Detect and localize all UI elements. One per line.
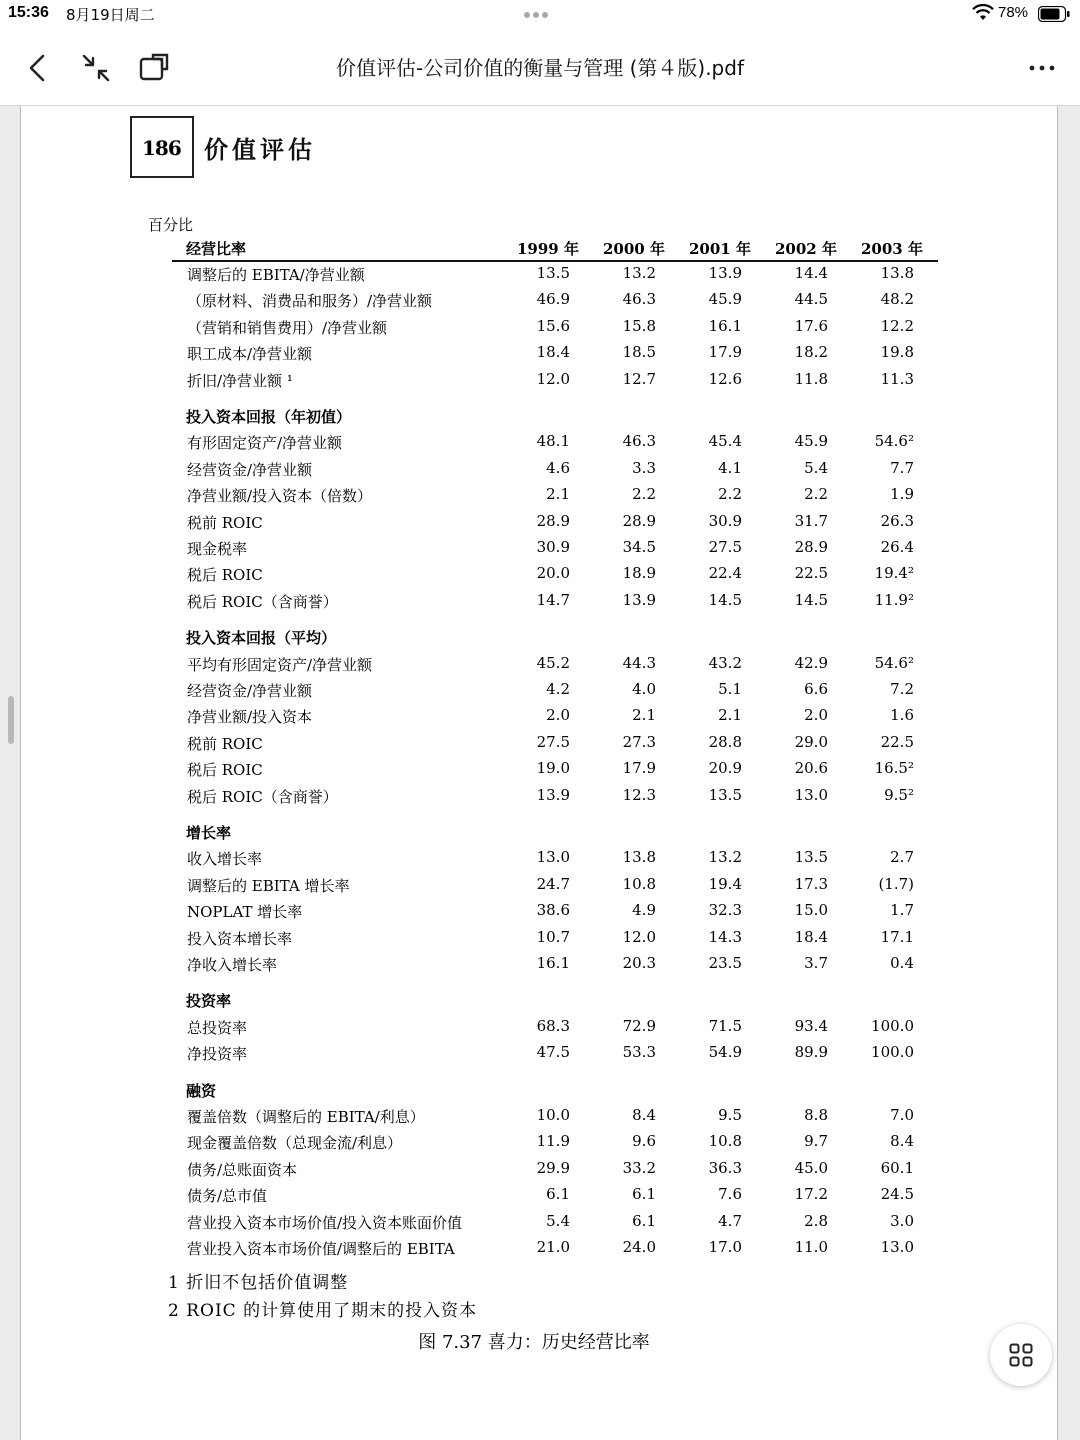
table-row — [0, 1238, 1080, 1262]
table-row — [0, 1132, 1080, 1156]
cell-value: 54.6² — [874, 432, 914, 451]
row-label: 调整后的 EBITA 增长率 — [187, 876, 350, 895]
cell-value: 54.6² — [874, 653, 914, 672]
cell-value: 5.4 — [804, 458, 828, 477]
table-row — [0, 1106, 1080, 1130]
table-row — [0, 786, 1080, 810]
cell-value: 15.6 — [536, 316, 570, 335]
section-title: 增长率 — [186, 824, 232, 842]
row-label: （原材料、消费品和服务）/净营业额 — [187, 292, 433, 311]
table-row — [0, 512, 1080, 536]
cell-value: 10.7 — [536, 927, 570, 946]
table-row — [0, 680, 1080, 704]
cell-value: 2.2 — [632, 485, 656, 504]
cell-value: 45.2 — [536, 653, 570, 672]
cell-value: 17.2 — [794, 1185, 828, 1204]
cell-value: 24.7 — [536, 874, 570, 893]
cell-value: 28.9 — [794, 538, 828, 556]
row-label: 税后 ROIC — [187, 566, 263, 585]
cell-value: 43.2 — [708, 653, 742, 672]
table-row — [0, 759, 1080, 783]
cell-value: 15.8 — [622, 316, 656, 335]
year-header: 2002 年 — [775, 240, 837, 258]
cell-value: 9.7 — [804, 1132, 828, 1151]
cell-value: 14.5 — [708, 590, 742, 609]
table-row — [0, 848, 1080, 872]
cell-value: 22.5 — [880, 732, 914, 751]
cell-value: 4.2 — [546, 680, 570, 698]
row-label: 投入资本增长率 — [187, 929, 293, 948]
row-label: 平均有形固定资产/净营业额 — [187, 655, 373, 674]
table-row — [0, 317, 1080, 341]
cell-value: 8.4 — [890, 1132, 914, 1151]
table-row — [0, 1212, 1080, 1236]
cell-value: 7.0 — [890, 1106, 914, 1124]
cell-value: 4.7 — [718, 1211, 742, 1230]
cell-value: 27.5 — [708, 538, 742, 556]
cell-value: 2.2 — [718, 485, 742, 504]
cell-value: 11.3 — [880, 369, 914, 388]
cell-value: 2.2 — [804, 485, 828, 504]
table-row — [0, 875, 1080, 899]
cell-value: 34.5 — [622, 538, 656, 556]
cell-value: 45.4 — [708, 432, 742, 451]
row-label: 有形固定资产/净营业额 — [187, 434, 343, 453]
cell-value: 45.0 — [794, 1158, 828, 1177]
cell-value: 13.0 — [794, 785, 828, 804]
table-row — [0, 370, 1080, 394]
cell-value: 12.2 — [880, 316, 914, 335]
cell-value: 9.5 — [718, 1106, 742, 1124]
cell-value: 46.3 — [622, 432, 656, 451]
row-label: 税后 ROIC — [187, 761, 263, 780]
cell-value: 16.1 — [708, 316, 742, 335]
cell-value: 28.9 — [536, 511, 570, 530]
cell-value: 45.9 — [794, 432, 828, 451]
row-label: 现金覆盖倍数（总现金流/利息） — [187, 1134, 403, 1153]
table-row — [0, 343, 1080, 367]
status-bar — [0, 0, 1080, 28]
cell-value: 2.1 — [718, 706, 742, 725]
row-label: 收入增长率 — [187, 850, 263, 869]
cell-value: 38.6 — [536, 901, 570, 920]
cell-value: 4.9 — [632, 901, 656, 920]
more-icon[interactable] — [1024, 50, 1060, 86]
cell-value: 72.9 — [622, 1016, 656, 1035]
cell-value: 20.6 — [794, 759, 828, 778]
cell-value: 16.1 — [536, 954, 570, 972]
cell-value: 2.8 — [804, 1211, 828, 1230]
cell-value: 7.2 — [890, 680, 914, 698]
cell-value: 13.0 — [536, 848, 570, 867]
cell-value: 46.3 — [622, 290, 656, 309]
cell-value: 4.1 — [718, 458, 742, 477]
cell-value: 10.8 — [622, 874, 656, 893]
cell-value: 5.1 — [718, 680, 742, 698]
cell-value: 18.5 — [622, 343, 656, 362]
row-label: 净收入增长率 — [187, 956, 278, 974]
cell-value: (1.7) — [878, 874, 914, 893]
row-label: 经营资金/净营业额 — [187, 682, 313, 700]
cell-value: 10.0 — [536, 1106, 570, 1124]
row-label: NOPLAT 增长率 — [187, 903, 303, 922]
cell-value: 45.9 — [708, 290, 742, 309]
cell-value: 13.5 — [708, 785, 742, 804]
cell-value: 2.1 — [546, 485, 570, 504]
cell-value: 18.2 — [794, 343, 828, 362]
row-label: 营业投入资本市场价值/投入资本账面价值 — [187, 1213, 463, 1232]
section-title: 投入资本回报（年初值） — [186, 408, 352, 426]
cell-value: 4.6 — [546, 458, 570, 477]
row-label: 债务/总市值 — [187, 1187, 268, 1206]
cell-value: 20.9 — [708, 759, 742, 778]
cell-value: 32.3 — [708, 901, 742, 920]
cell-value: 29.0 — [794, 732, 828, 751]
cell-value: 2.0 — [804, 706, 828, 725]
status-date: 8月19日周二 — [66, 6, 155, 24]
cell-value: 19.4² — [874, 564, 914, 583]
cell-value: 14.7 — [536, 590, 570, 609]
cell-value: 12.3 — [622, 785, 656, 804]
table-header-rule — [172, 260, 938, 262]
row-label: 债务/总账面资本 — [187, 1160, 298, 1179]
table-row — [0, 954, 1080, 978]
battery-icon — [1038, 6, 1070, 22]
battery-percent: 78% — [998, 4, 1029, 21]
wifi-icon — [972, 4, 994, 22]
cell-value: 23.5 — [708, 954, 742, 972]
cell-value: 13.5 — [794, 848, 828, 867]
cell-value: 1.7 — [890, 901, 914, 920]
year-header: 2000 年 — [603, 240, 665, 258]
cell-value: 17.0 — [708, 1238, 742, 1256]
cell-value: 14.4 — [794, 264, 828, 282]
table-row — [0, 485, 1080, 509]
document-title: 价值评估-公司价值的衡量与管理 (第４版).pdf — [336, 56, 744, 80]
table-row — [0, 1043, 1080, 1067]
table-row — [0, 538, 1080, 562]
cell-value: 2.0 — [546, 706, 570, 725]
table-title: 经营比率 — [186, 240, 247, 258]
cell-value: 14.3 — [708, 927, 742, 946]
cell-value: 8.8 — [804, 1106, 828, 1124]
cell-value: 1.6 — [890, 706, 914, 725]
row-label: 经营资金/净营业额 — [187, 460, 313, 479]
thumbnail-grid-button[interactable] — [990, 1324, 1052, 1386]
row-label: 税后 ROIC（含商誉） — [187, 787, 338, 806]
cell-value: 8.4 — [632, 1106, 656, 1124]
cell-value: 9.5² — [884, 785, 914, 804]
cell-value: 6.6 — [804, 680, 828, 698]
cell-value: 33.2 — [622, 1158, 656, 1177]
cell-value: 3.3 — [632, 458, 656, 477]
cell-value: 48.2 — [880, 290, 914, 309]
cell-value: 17.6 — [794, 316, 828, 335]
cell-value: 26.3 — [880, 511, 914, 530]
cell-value: 12.0 — [622, 927, 656, 946]
table-row — [0, 928, 1080, 952]
row-label: 净投资率 — [187, 1045, 248, 1064]
cell-value: 53.3 — [622, 1043, 656, 1062]
cell-value: 13.9 — [622, 590, 656, 609]
section-title: 投入资本回报（平均） — [186, 629, 337, 648]
cell-value: 20.0 — [536, 564, 570, 583]
cell-value: 19.0 — [536, 759, 570, 778]
footnote: 2 ROIC 的计算使用了期末的投入资本 — [168, 1301, 478, 1321]
cell-value: 14.5 — [794, 590, 828, 609]
row-label: 净营业额/投入资本 — [187, 708, 313, 727]
row-label: 税前 ROIC — [187, 513, 263, 532]
row-label: 覆盖倍数（调整后的 EBITA/利息） — [187, 1108, 425, 1126]
cell-value: 5.4 — [546, 1211, 570, 1230]
table-unit: 百分比 — [148, 216, 194, 234]
table-row — [0, 459, 1080, 483]
cell-value: 31.7 — [794, 511, 828, 530]
cell-value: 2.7 — [890, 848, 914, 867]
cell-value: 7.7 — [890, 458, 914, 477]
status-time: 15:36 — [8, 4, 49, 21]
cell-value: 60.1 — [880, 1158, 914, 1177]
row-label: 现金税率 — [187, 540, 248, 558]
row-label: 折旧/净营业额 ¹ — [187, 371, 293, 390]
cell-value: 22.4 — [708, 564, 742, 583]
cell-value: 3.7 — [804, 954, 828, 972]
cell-value: 7.6 — [718, 1185, 742, 1204]
cell-value: 48.1 — [536, 432, 570, 451]
cell-value: 19.4 — [708, 874, 742, 893]
table-row — [0, 1017, 1080, 1041]
table-row — [0, 1159, 1080, 1183]
cell-value: 11.9 — [536, 1132, 570, 1151]
cell-value: 30.9 — [708, 511, 742, 530]
table-row — [0, 564, 1080, 588]
cell-value: 21.0 — [536, 1238, 570, 1256]
page-header: 价值评估 — [204, 136, 316, 164]
cell-value: 1.9 — [890, 485, 914, 504]
cell-value: 93.4 — [794, 1016, 828, 1035]
cell-value: 44.5 — [794, 290, 828, 309]
cell-value: 26.4 — [880, 538, 914, 556]
cell-value: 13.2 — [708, 848, 742, 867]
section-title: 融资 — [186, 1081, 217, 1100]
cell-value: 29.9 — [536, 1158, 570, 1177]
cell-value: 68.3 — [536, 1016, 570, 1035]
cell-value: 4.0 — [632, 680, 656, 698]
cell-value: 27.3 — [622, 732, 656, 751]
row-label: 税前 ROIC — [187, 734, 263, 753]
cell-value: 6.1 — [632, 1211, 656, 1230]
row-label: 营业投入资本市场价值/调整后的 EBITA — [187, 1240, 455, 1258]
cell-value: 19.8 — [880, 343, 914, 362]
table-row — [0, 706, 1080, 730]
cell-value: 24.0 — [622, 1238, 656, 1256]
cell-value: 89.9 — [794, 1043, 828, 1062]
cell-value: 18.4 — [794, 927, 828, 946]
cell-value: 28.8 — [708, 732, 742, 751]
cell-value: 13.2 — [622, 264, 656, 282]
cell-value: 13.8 — [880, 264, 914, 282]
cell-value: 12.6 — [708, 369, 742, 388]
cell-value: 12.0 — [536, 369, 570, 388]
cell-value: 13.9 — [708, 264, 742, 282]
cell-value: 17.9 — [708, 343, 742, 362]
cell-value: 24.5 — [880, 1185, 914, 1204]
cell-value: 42.9 — [794, 653, 828, 672]
cell-value: 13.9 — [536, 785, 570, 804]
cell-value: 17.9 — [622, 759, 656, 778]
cell-value: 17.1 — [880, 927, 914, 946]
cell-value: 2.1 — [632, 706, 656, 725]
row-label: （营销和销售费用）/净营业额 — [187, 318, 388, 337]
cell-value: 54.9 — [708, 1043, 742, 1062]
grid-icon — [1009, 1343, 1033, 1367]
cell-value: 18.4 — [536, 343, 570, 362]
row-label: 职工成本/净营业额 — [187, 345, 313, 364]
cell-value: 11.8 — [794, 369, 828, 388]
table-row — [0, 1185, 1080, 1209]
multitasking-dots-icon[interactable] — [524, 3, 556, 23]
cell-value: 100.0 — [871, 1043, 914, 1062]
cell-value: 47.5 — [536, 1043, 570, 1062]
table-row — [0, 264, 1080, 288]
table-row — [0, 591, 1080, 615]
cell-value: 0.4 — [890, 954, 914, 972]
table-header — [186, 238, 938, 260]
cell-value: 36.3 — [708, 1158, 742, 1177]
section-title: 投资率 — [186, 992, 232, 1011]
cell-value: 18.9 — [622, 564, 656, 583]
row-label: 税后 ROIC（含商誉） — [187, 592, 338, 611]
cell-value: 17.3 — [794, 874, 828, 893]
table-row — [0, 290, 1080, 314]
cell-value: 100.0 — [871, 1016, 914, 1035]
row-label: 调整后的 EBITA/净营业额 — [187, 266, 365, 284]
cell-value: 10.8 — [708, 1132, 742, 1151]
table-row — [0, 654, 1080, 678]
table-row — [0, 901, 1080, 925]
cell-value: 13.0 — [880, 1238, 914, 1256]
cell-value: 28.9 — [622, 511, 656, 530]
page-number: 186 — [142, 136, 181, 160]
cell-value: 6.1 — [632, 1185, 656, 1204]
cell-value: 12.7 — [622, 369, 656, 388]
toolbar — [0, 28, 1080, 106]
row-label: 总投资率 — [187, 1018, 248, 1037]
year-header: 2001 年 — [689, 240, 751, 258]
table-row — [0, 432, 1080, 456]
cell-value: 16.5² — [874, 759, 914, 778]
cell-value: 13.5 — [536, 264, 570, 282]
figure-caption: 图 7.37 喜力：历史经营比率 — [418, 1332, 650, 1353]
cell-value: 6.1 — [546, 1185, 570, 1204]
cell-value: 46.9 — [536, 290, 570, 309]
cell-value: 30.9 — [536, 538, 570, 556]
cell-value: 44.3 — [622, 653, 656, 672]
cell-value: 15.0 — [794, 901, 828, 920]
cell-value: 11.0 — [794, 1238, 828, 1256]
cell-value: 13.8 — [622, 848, 656, 867]
year-header: 2003 年 — [861, 240, 923, 258]
cell-value: 9.6 — [632, 1132, 656, 1151]
footnote: 1 折旧不包括价值调整 — [168, 1273, 349, 1293]
row-label: 净营业额/投入资本（倍数） — [187, 487, 373, 506]
cell-value: 20.3 — [622, 954, 656, 972]
cell-value: 71.5 — [708, 1016, 742, 1035]
cell-value: 3.0 — [890, 1211, 914, 1230]
cell-value: 22.5 — [794, 564, 828, 583]
cell-value: 11.9² — [874, 590, 914, 609]
cell-value: 27.5 — [536, 732, 570, 751]
year-header: 1999 年 — [517, 240, 579, 258]
table-row — [0, 733, 1080, 757]
